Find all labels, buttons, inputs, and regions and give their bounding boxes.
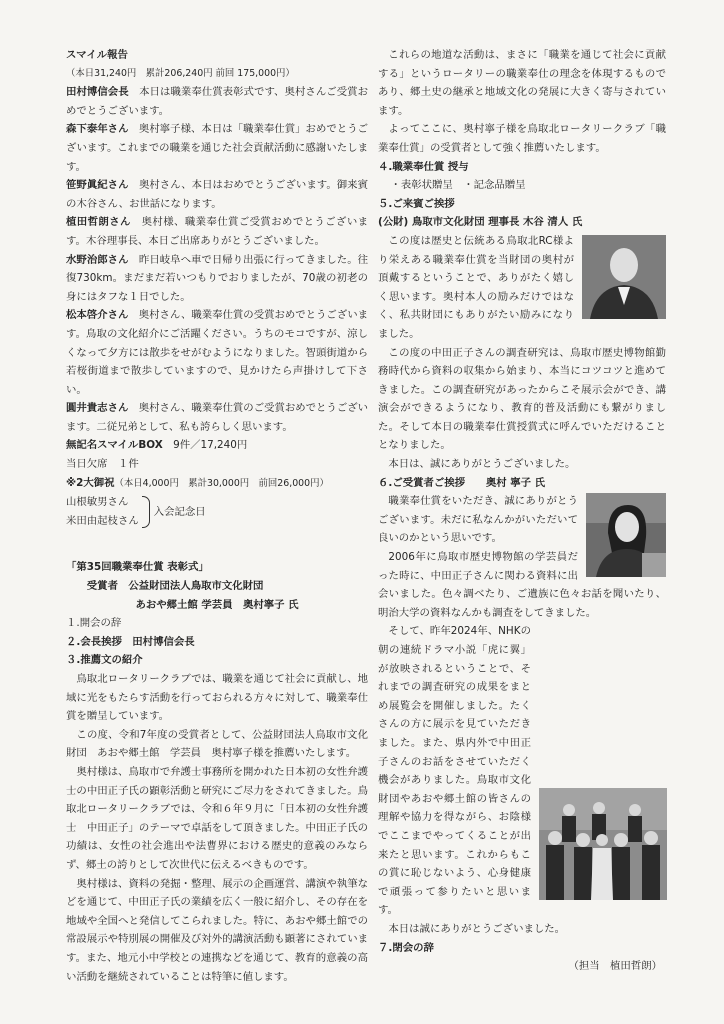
person-icon [582,235,666,319]
entry-name: 植田哲朗さん [66,216,131,229]
entry-text: 奥村寧子様、本日は「職業奉仕賞」おめでとうございます。これまでの職業を通じた社会貢献活動に感謝いたします。 [66,123,369,173]
program-item: ７.閉会の辞 [378,941,434,954]
brace-decoration [142,496,150,528]
entry-name: 田村博信会長 [66,86,129,99]
winner-speech-paragraph: 職業奉仕賞をいただき、誠にありがとうございます。未だに私なんかがいただいて良いのかという思いです。 [378,495,578,545]
smile-entry [66,306,368,399]
program-item: ４.職業奉仕賞 授与 [378,160,469,173]
signoff: （担当 植田哲朗） [568,960,662,973]
recommendation-paragraph: よってここに、奥村寧子様を鳥取北ロータリークラブ「職業奉仕賞」の受賞者として強く推薦いたします。 [378,123,666,154]
entry-name: 圓井貴志さん [66,402,129,415]
recommendation-paragraph: これらの地道な活動は、まさに「職業を通じて社会に貢献する」というロータリーの職業奉仕の理念を体現するものであり、郷土史の継承と地域文化の発展に大きく寄与されています。 [378,49,666,117]
guest-speech-paragraph: 本日は、誠にありがとうございました。 [388,458,576,471]
makeup-names [66,493,139,530]
smile-report-title: スマイル報告 [66,49,128,61]
recommendation-paragraph: この度、令和7年度の受賞者として、公益財団法人鳥取市文化財団 あおや郷土館 学芸員 奥村寧子様を推薦いたします。 [66,728,368,760]
smile-entry [66,399,368,436]
makeup-summary: （本日4,000円 累計30,000円 前回26,000円） [114,477,329,489]
entry-text: 奥村さん、本日はおめでとうございます。御来賓の木谷さん、お世話になります。 [66,179,368,210]
program-item: ３.推薦文の紹介 [66,654,143,667]
entry-name: 水野治郎さん [66,253,129,266]
group-photo [539,788,667,900]
ceremony-title: 「第35回職業奉仕賞 表彰式」 [66,561,209,574]
entry-text: 奥村さん、職業奉仕賞の受賞おめでとうございます。鳥取の文化紹介にご活躍ください。うちのモコですが、涼しくなって夕方には散歩をせがむようになりました。智頭街道から若桜街道まで散歩していますので、見かけたら声掛けして下さい。 [66,309,369,396]
winner-speech-paragraph: 本日は誠にありがとうございました。 [388,922,566,935]
award-detail: ・表彰状贈呈 ・記念品贈呈 [390,179,526,192]
makeup-line [66,474,368,494]
program-item: １.開会の辞 [66,617,122,630]
recipient-line: 受賞者 公益財団法人鳥取市文化財団 [86,580,264,593]
guest-speech-paragraph: この度は歴史と伝統ある鳥取北RC様より栄えある職業奉仕賞を当財団の奥村が頂戴するということで、ありがたく嬉しく思います。奥村本人の励みだけではなく、私共財団にもありがたい励みになりました。 [378,234,574,340]
makeup-name: 米田由起枝さん [66,514,139,527]
program-item: ６.ご受賞者ご挨拶 奥村 寧子 氏 [378,476,546,489]
recommendation-paragraph: 奥村様は、鳥取市で弁護士事務所を開かれた日本初の女性弁護士の中田正子氏の顕彰活動と研究にご尽力をされてきました。鳥取北ロータリークラブでは、令和６年９月に「日本初の女性弁護士 中田正子」のテーマで卓話をして頂きました。中田正子氏の功績は、女性の社会進出や法曹界における歴史的意義のみならず、郷土の誇りとして次世代に伝えるべきものです。 [66,765,368,871]
guest-title: (公財) 鳥取市文化財団 理事長 木谷 清人 氏 [378,216,583,229]
person-icon [586,493,666,577]
smile-entry [66,213,368,250]
entry-name: 森下泰年さん [66,123,129,136]
entry-text: 奥村さん、職業奉仕賞のご受賞おめでとうございます。二従兄弟として、私も誇らしく思います。 [66,402,369,433]
winner-speech-paragraph: そして、昨年2024年、NHKの朝の連続ドラマ小説「虎に翼」が放映されるということで、それまでの調査研究の成果をまとめ展覧会を開催しました。たくさんの方に展示を見ていただきました。また、県内外で中田正子さんのお話をさせていただく機会がありました。鳥取市文化財団やあおや郷土館の皆さんの理解や協力を得ながら、お陰様でここまでやってくることが出来たと思います。これからもこの賞に恥じないよう、心身健康で頑張って参りたいと思います。 [378,625,531,917]
smile-entry [66,83,368,120]
entry-name: 松本啓介さん [66,309,129,322]
entry-text: 奥村様、職業奉仕賞ご受賞おめでとうございます。木谷理事長、本日ご出席ありがとうございました。 [66,216,369,247]
winner-portrait-photo [586,493,666,577]
smile-box-line [66,436,368,455]
makeup-reason: 入会記念日 [153,505,206,518]
makeup-name: 山根敏男さん [66,496,129,509]
smile-summary: （本日31,240円 累計206,240円 前回 175,000円） [66,67,295,79]
section-gap [66,530,368,558]
absent-line: 当日欠席 １件 [66,458,139,471]
makeup-title: ※2大御祝 [66,476,115,489]
winner-speech-paragraph: 2006年に鳥取市歴史博物館の学芸員だった時に、中田正子さんに関わる資料に出会いました。色々調べたり、ご遺族に色々お話を聞いたり、明治大学の資料なんかも調査をしてきました。 [378,551,666,619]
makeup-names-group [66,493,368,530]
group-people-icon [539,788,667,900]
recommendation-paragraph: 奥村様は、資料の発掘・整理、展示の企画運営、講演や執筆などを通じて、中田正子氏の業績を広く一般に紹介し、その存在を地域や全国へと発信してこられました。特に、あおや郷土館での常設展示や特別展の開催及び対外的講演活動も顕著にされています。また、地元小中学校との連携などを通じて、教育的意義の高い活動を継続されていることは特筆に値します。 [66,877,368,983]
guest-portrait-photo [582,235,666,319]
smile-entry [66,251,368,307]
entry-name: 笹野眞紀さん [66,179,129,192]
smile-entry [66,120,368,176]
smile-entry [66,176,368,213]
recommendation-paragraph: 鳥取北ロータリークラブでは、職業を通じて社会に貢献し、地域に光をもたらす活動を行っておられる方々に対して、職業奉仕賞を贈呈しています。 [66,673,368,723]
smile-box-title: 無記名スマイルBOX [66,439,163,452]
smile-box-value: 9件／17,240円 [162,439,248,452]
guest-speech-paragraph: この度の中田正子さんの調査研究は、鳥取市歴史博物館勤務時代から資料の収集から始まり、本当にコツコツと進めてきました。この調査研究があったからこそ展示会ができ、講演会ができるようになり、教育的普及活動にも繋がりました。そして本日の職業奉仕賞授賞式に呼んでいただけることとなりました。 [378,346,666,452]
right-column [378,46,666,976]
entry-text: 本日は職業奉仕賞表彰式です、奥村さんご受賞おめでとうございます。 [66,86,369,117]
left-column [66,46,368,986]
program-item: ５.ご来賓ご挨拶 [378,197,455,210]
recipient-line: あおや郷土館 学芸員 奥村寧子 氏 [135,598,299,611]
program-item: ２.会長挨拶 田村博信会長 [66,635,195,648]
entry-text: 昨日岐阜へ車で日帰り出張に行ってきました。往復730km。まだまだ若いつもりでおりましたが、70歳の初老の身にはタフな１日でした。 [66,253,369,303]
